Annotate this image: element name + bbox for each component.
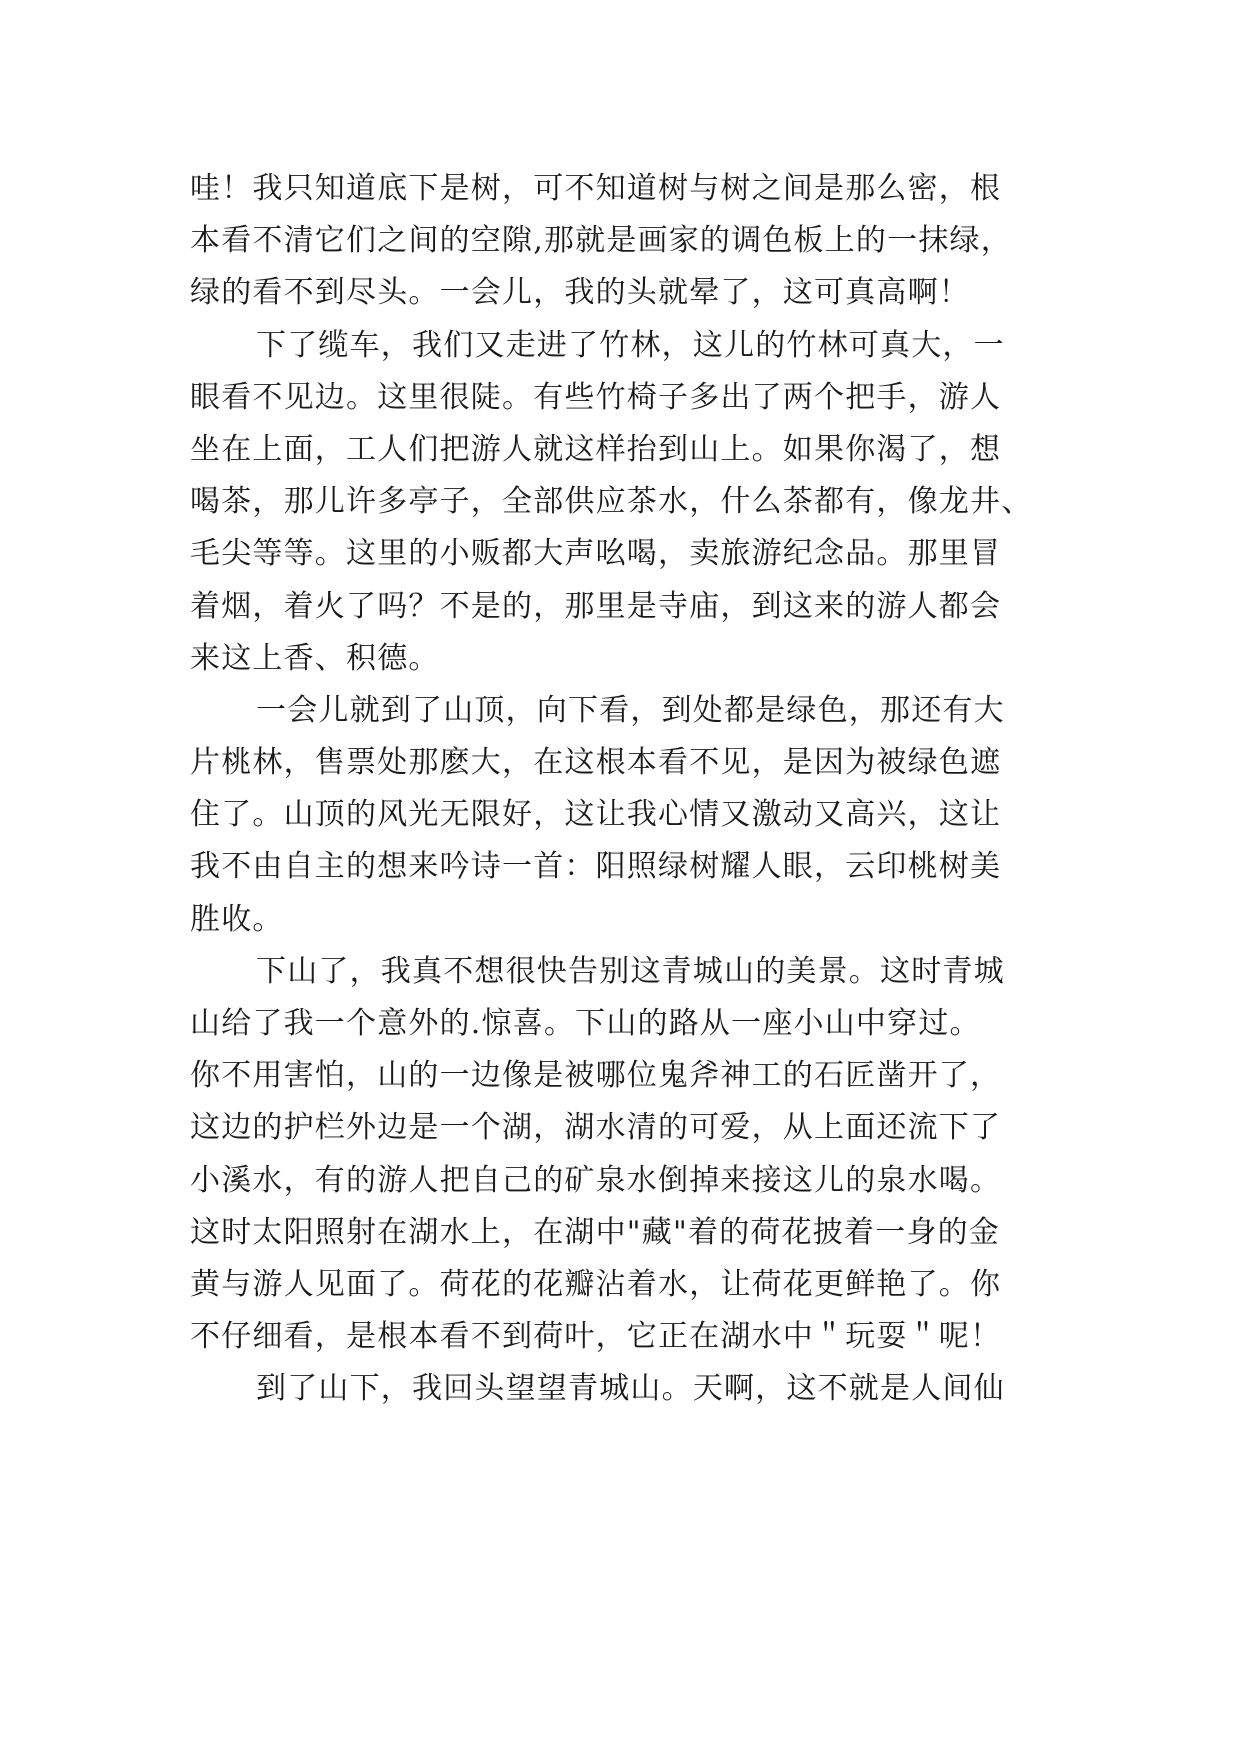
text-line: 不仔细看，是根本看不到荷叶，它正在湖水中＂玩耍＂呢！ — [190, 1319, 1002, 1355]
text-line: 坐在上面，工人们把游人就这样抬到山上。如果你渴了，想 — [190, 431, 1002, 467]
paragraph-first-line: 下了缆车，我们又走进了竹林，这儿的竹林可真大，一 — [256, 327, 1005, 363]
text-line: 胜收。 — [190, 901, 284, 937]
text-line: 毛尖等等。这里的小贩都大声吆喝，卖旅游纪念品。那里冒 — [190, 536, 1002, 572]
paragraph-first-line: 一会儿就到了山顶，向下看，到处都是绿色，那还有大 — [256, 692, 1005, 728]
text-line: 片桃林，售票处那麽大，在这根本看不见，是因为被绿色遮 — [190, 745, 1002, 781]
text-line: 这时太阳照射在湖水上，在湖中"藏"着的荷花披着一身的金 — [190, 1214, 1000, 1250]
text-line: 你不用害怕，山的一边像是被哪位鬼斧神工的石匠凿开了， — [190, 1058, 1002, 1094]
text-line: 眼看不见边。这里很陡。有些竹椅子多出了两个把手，游人 — [190, 379, 1002, 415]
text-line: 着烟，着火了吗？不是的，那里是寺庙，到这来的游人都会 — [190, 588, 1002, 624]
paragraph-first-line: 下山了，我真不想很快告别这青城山的美景。这时青城 — [256, 953, 1005, 989]
paragraph-first-line: 到了山下，我回头望望青城山。天啊，这不就是人间仙 — [256, 1371, 1005, 1407]
text-line: 黄与游人见面了。荷花的花瓣沾着水，让荷花更鲜艳了。你 — [190, 1266, 1002, 1302]
text-line: 绿的看不到尽头。一会儿，我的头就晕了，这可真高啊！ — [190, 275, 970, 311]
text-line: 哇！我只知道底下是树，可不知道树与树之间是那么密，根 — [190, 171, 1002, 206]
text-line: 山给了我一个意外的.惊喜。下山的路从一座小山中穿过。 — [190, 1006, 981, 1041]
text-line: 来这上香、积德。 — [190, 640, 440, 676]
text-line: 本看不清它们之间的空隙,那就是画家的调色板上的一抹绿， — [190, 223, 1012, 259]
text-line: 我不由自主的想来吟诗一首：阳照绿树耀人眼，云印桃树美 — [190, 849, 1002, 885]
essay-body — [190, 163, 1090, 1416]
text-line: 住了。山顶的风光无限好，这让我心情又激动又高兴，这让 — [190, 797, 1002, 833]
text-line: 小溪水，有的游人把自己的矿泉水倒掉来接这儿的泉水喝。 — [190, 1162, 1002, 1198]
text-line: 喝茶，那儿许多亭子，全部供应茶水，什么茶都有，像龙井、 — [190, 484, 1033, 520]
text-line: 这边的护栏外边是一个湖，湖水清的可爱，从上面还流下了 — [190, 1110, 1002, 1146]
